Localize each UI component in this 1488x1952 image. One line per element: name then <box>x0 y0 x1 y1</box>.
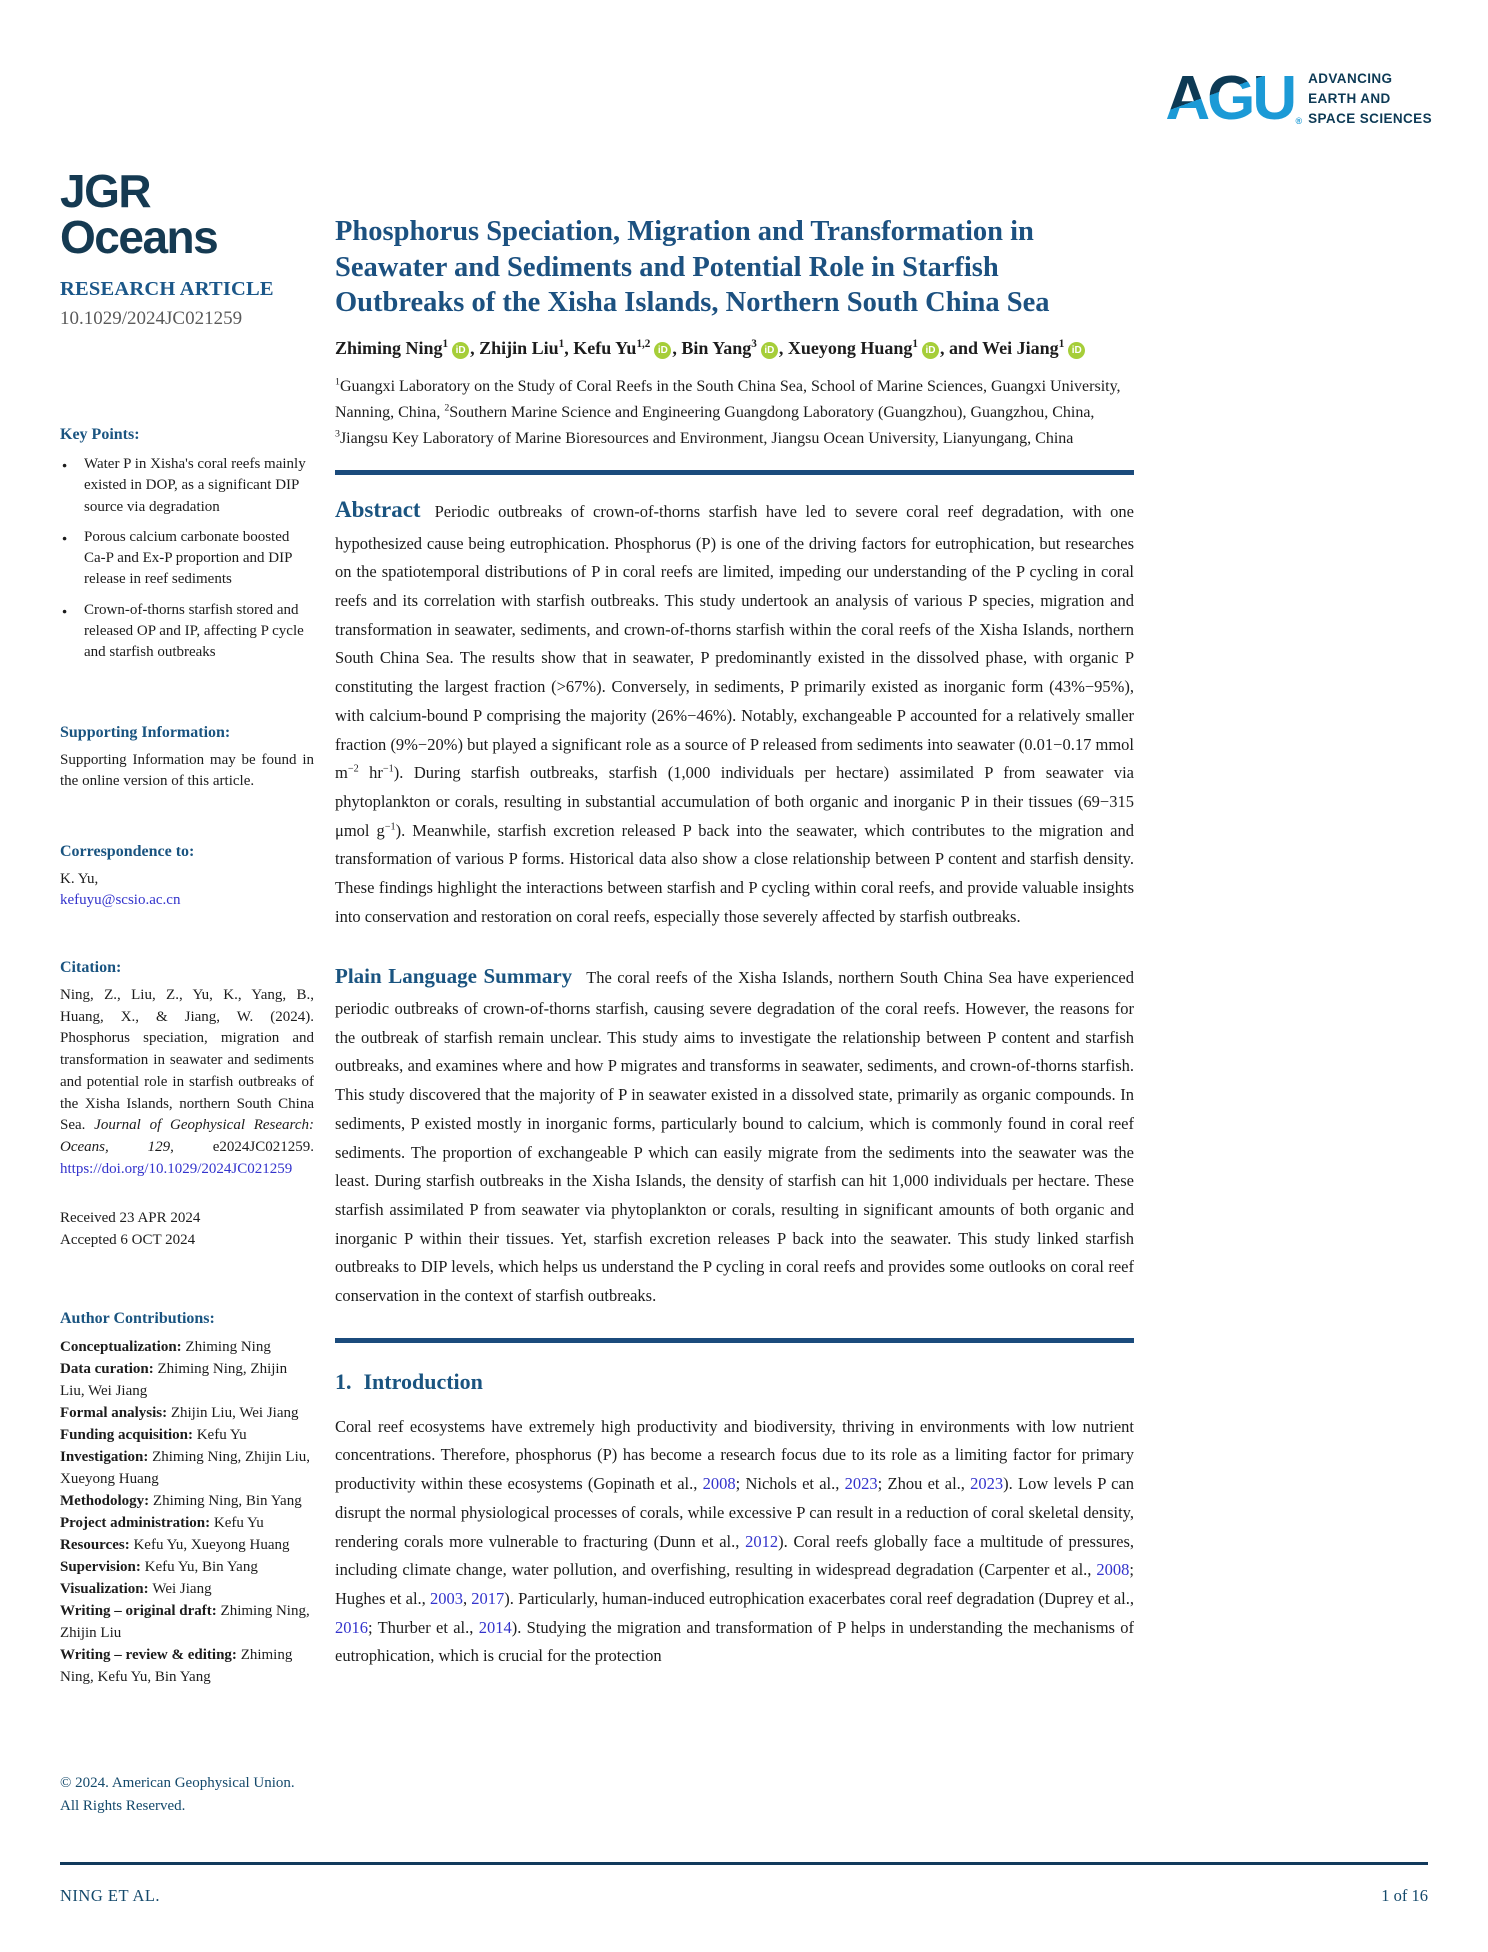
key-points-heading: Key Points: <box>60 426 140 443</box>
journal-name: JGR Oceans <box>60 165 218 263</box>
received-date: Received 23 APR 2024 <box>60 1209 201 1226</box>
footer-page-number: 1 of 16 <box>1381 1886 1428 1905</box>
supporting-info-text: Supporting Information may be found in the online version of this article. <box>60 751 314 790</box>
footer-divider <box>60 1862 1428 1865</box>
contribution-item: Supervision: Kefu Yu, Bin Yang <box>60 1559 258 1576</box>
agu-logo <box>1165 64 1432 133</box>
copyright-notice: © 2024. American Geophysical Union. All Rights Reserved. <box>60 1775 295 1814</box>
introduction-paragraph: Coral reef ecosystems have extremely high productivity and biodiversity, thriving in environments with low nutrient concentrations. Therefore, phosphorus (P) has become a research focus due to its role as a limiting factor for primary productivity within these ecosystems (Gopinath et al., 2008; Nichols et al., 2023; Zhou et al., 2023). Low levels P can disrupt the normal physiological processes of corals, while excessive P can result in a reduction of coral skeletal density, rendering corals more vulnerable to fracturing (Dunn et al., 2012). Coral reefs globally face a multitude of pressures, including climate change, water pollution, and overfishing, resulting in widespread degradation (Carpenter et al., 2008; Hughes et al., 2003, 2017). Particularly, human-induced eutrophication exacerbates coral reef degradation (Duprey et al., 2016; Thurber et al., 2014). Studying the migration and transformation of P helps in understanding the mechanisms of eutrophication, which is crucial for the protection <box>335 1416 1135 1666</box>
contribution-item: Data curation: Zhiming Ning, Zhijin Liu, Wei Jiang <box>60 1360 288 1399</box>
footer-running-authors: NING ET AL. <box>60 1886 161 1905</box>
section-number: 1. <box>335 1368 352 1394</box>
contribution-item: Formal analysis: Zhijin Liu, Wei Jiang <box>60 1404 299 1421</box>
key-point-item: ● Water P in Xisha's coral reefs mainly existed in DOP, as a significant DIP source via degradation <box>60 454 314 518</box>
contribution-item: Funding acquisition: Kefu Yu <box>60 1426 247 1443</box>
section-divider <box>335 470 1134 475</box>
correspondence-name: K. Yu, <box>60 871 99 888</box>
abstract-heading: Abstract <box>335 496 421 522</box>
article-doi: 10.1029/2024JC021259 <box>60 308 243 329</box>
key-point-item: ● Crown-of-thorns starfish stored and released OP and IP, affecting P cycle and starfish outbreaks <box>60 600 314 664</box>
correspondence-heading: Correspondence to: <box>60 843 195 861</box>
key-point-item: ● Porous calcium carbonate boosted Ca-P and Ex-P proportion and DIP release in reef sediments <box>60 527 314 591</box>
author-contributions-heading: Author Contributions: <box>60 1309 215 1327</box>
contribution-item: Conceptualization: Zhiming Ning <box>60 1338 271 1355</box>
sidebar <box>60 165 314 1688</box>
citation-heading: Citation: <box>60 958 122 976</box>
plain-language-summary-paragraph <box>335 958 1134 1310</box>
page-title: Phosphorus Speciation, Migration and Transformation in Seawater and Sediments and Potential Role in Starfish Outbreaks of the Xisha Islands, Northern South China Sea <box>335 216 1050 319</box>
contribution-item: Writing – review & editing: Zhiming Ning, Kefu Yu, Bin Yang <box>60 1647 293 1686</box>
introduction-heading <box>335 1369 1134 1395</box>
section-divider <box>335 1338 1134 1343</box>
contribution-item: Resources: Kefu Yu, Xueyong Huang <box>60 1537 290 1554</box>
article-type-label: RESEARCH ARTICLE <box>60 278 274 300</box>
agu-logo-icon: AGU ® <box>1165 64 1303 133</box>
affiliations: $^1$Guangxi Laboratory on the Study of Coral Reefs in the South China Sea, School of Marine Sciences, Guangxi University, Nanning, China, $^2$Southern Marine Science and Engineering Guangdong Laboratory (Guangzhou), Guangzhou, China, $^3$Jiangsu Key Laboratory of Marine Bioresources and Environment, Jiangsu Ocean University, Lianyungang, China <box>335 376 1121 447</box>
contribution-item: Project administration: Kefu Yu <box>60 1515 264 1532</box>
author-contributions-list <box>60 1336 314 1689</box>
key-points-list <box>60 454 314 664</box>
contribution-item: Writing – original draft: Zhiming Ning, Zhijin Liu <box>60 1603 310 1642</box>
accepted-date: Accepted 6 OCT 2024 <box>60 1232 196 1249</box>
contribution-item: Methodology: Zhiming Ning, Bin Yang <box>60 1493 302 1509</box>
citation-text: Ning, Z., Liu, Z., Yu, K., Yang, B., Huang, X., & Jiang, W. (2024). Phosphorus speciation, migration and transformation in seawater and sediments and potential role in starfish outbreaks of the Xisha Islands, northern South China Sea. Journal of Geophysical Research: Oceans, 129, e2024JC021259. https://doi.org/10.1029/2024JC021259 <box>60 986 314 1177</box>
supporting-info-heading: Supporting Information: <box>60 723 231 741</box>
correspondence-email-link[interactable]: kefuyu@scsio.ac.cn <box>60 891 181 908</box>
section-title: Introduction <box>363 1368 483 1394</box>
agu-tagline: ADVANCING EARTH AND SPACE SCIENCES <box>1308 70 1432 127</box>
plain-language-summary-heading: Plain Language Summary <box>335 964 573 989</box>
contribution-item: Investigation: Zhiming Ning, Zhijin Liu, Xueyong Huang <box>60 1448 311 1487</box>
contribution-item: Visualization: Wei Jiang <box>60 1581 212 1598</box>
article-dates <box>60 1207 314 1252</box>
author-byline: Zhiming Ning$^1$iD , Zhijin Liu$^1$, Kefu Yu$^{1,2}$iD , Bin Yang$^3$iD , Xueyong Huang$^1$iD , and Wei Jiang$^1$iD <box>335 335 1134 362</box>
registered-mark: ® <box>1295 116 1303 126</box>
plain-language-summary-text: The coral reefs of the Xisha Islands, northern South China Sea have experienced periodic outbreaks of crown-of-thorns starfish, causing severe degradation of the coral reefs. However, the reasons for the outbreak of starfish remain unclear. This study aims to investigate the relationship between P content and starfish outbreaks, and examines where and how P migrates and transforms in seawater, sediments, and crown-of-thorns starfish. This study discovered that the majority of P in seawater existed in a dissolved state, primarily as organic compounds. In sediments, P existed mostly in inorganic forms, particularly bound to calcium, which is commonly found in coral reef sediments. The proportion of exchangeable P which can easily migrate from the sediments into the seawater was the least. During starfish outbreaks in the Xisha Islands, the density of starfish can hit 1,000 individuals per hectare. These starfish assimilated P from seawater via phytoplankton or corals, resulting in significant amounts of both organic and inorganic P within their tissues. Yet, starfish excretion releases P back into the seawater. This study linked starfish outbreaks to DIP levels, which helps us understand the P cycling in coral reefs and provides some outlooks on coral reef conservation in the context of starfish outbreaks. <box>335 968 1134 1306</box>
abstract-paragraph <box>335 490 1134 932</box>
abstract-text: Periodic outbreaks of crown-of-thorns starfish have led to severe coral reef degradation, with one hypothesized cause being eutrophication. Phosphorus (P) is one of the driving factors for eutrophication, but researches on the spatiotemporal distributions of P in coral reefs are limited, impeding our understanding of the P cycling in coral reefs and its correlation with starfish outbreaks. This study undertook an analysis of various P species, migration and transformation in seawater, sediments, and crown-of-thorns starfish within the coral reefs of the Xisha Islands, northern South China Sea. The results show that in seawater, P predominantly existed in the dissolved phase, with organic P constituting the largest fraction (>67%). Conversely, in sediments, P primarily existed as inorganic form (43%−95%), with calcium-bound P comprising the majority (26%−46%). Notably, exchangeable P accounted for a relatively smaller fraction (9%−20%) but played a significant role as a source of P released from sediments into seawater (0.01−0.17 mmol $m^{-2}$ $hr^{-1}$). During starfish outbreaks, starfish (1,000 individuals per hectare) assimilated P from seawater via phytoplankton or corals, resulting in substantial accumulation of both organic and inorganic P in their tissues (69−315 μmol $g^{-1}$). Meanwhile, starfish excretion released P back into the seawater, which contributes to the migration and transformation of various P forms. Historical data also show a close relationship between P content and starfish density. These findings highlight the interactions between starfish and P cycling within coral reefs, and provide valuable insights into conservation and restoration on coral reefs, especially those severely affected by starfish outbreaks. <box>335 501 1135 926</box>
article-main-column <box>335 214 1134 1671</box>
